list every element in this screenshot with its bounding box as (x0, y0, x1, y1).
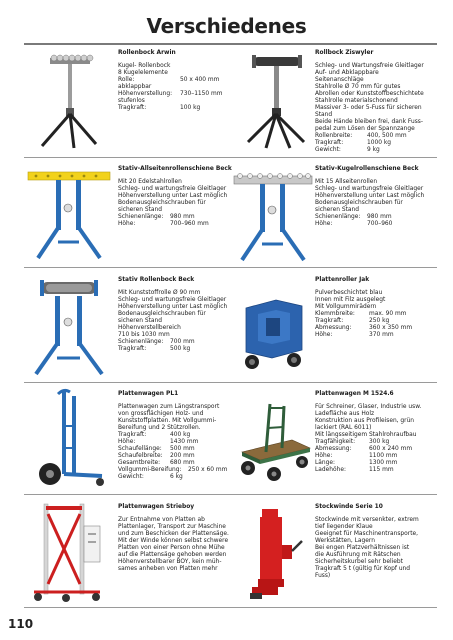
item-line: Schleg- und wartungsfreie Gleitlager (315, 186, 424, 192)
section-divider (24, 382, 437, 383)
item-line: 8 Kugelelemente (118, 70, 168, 76)
item-line: Schleg- und Wartungsfreie Gleitlager (315, 63, 424, 69)
product-image-rollenbock-arwin (28, 52, 108, 152)
page-number: 110 (8, 617, 34, 631)
item-line: Höhenverstellung unter Last möglich (118, 193, 228, 199)
item-spec: Höhe: 700–960 (315, 221, 393, 227)
item-spec: Schienenlänge: 980 mm (118, 214, 195, 220)
item-line: Höhenverstellung unter Last möglich (315, 193, 425, 199)
item-line: Schleg- und wartungsfreie Gleitlager (118, 297, 227, 303)
product-image-stativ-allseitenrollenschiene (26, 162, 112, 262)
item-line: auf die Plattensäge gehoben werden (118, 552, 227, 558)
item-name: Stativ-Allseitenrollenschiene Beck (118, 166, 232, 172)
item-spec: Klemmbreite: max. 90 mm (315, 311, 407, 317)
item-line: sicheren Stand (118, 207, 162, 213)
section-divider (24, 157, 437, 158)
item-spec: stufenlos (118, 98, 145, 104)
item-line: Kunststoffplatten. Mit Vollgummi- (118, 418, 217, 424)
item-spec: Gewicht: 6 kg (118, 474, 183, 480)
item-stativ-allseitenrollenschiene (118, 166, 238, 228)
item-line: Bodenausgleichschrauben für (118, 200, 206, 206)
item-spec: Ladehöhe: 115 mm (315, 467, 394, 473)
item-plattenwagen-m1524 (315, 391, 441, 474)
item-stockwinde-serie-10 (315, 504, 441, 580)
item-line: Mit 20 Edelstahlrollen (118, 179, 182, 185)
item-name: Plattenwagen M 1524.6 (315, 391, 394, 397)
item-line: sicheren Stand (118, 318, 162, 324)
item-line: Werkstätten, Lagern (315, 538, 375, 544)
product-image-plattenwagen-pl1 (28, 386, 110, 490)
item-line: Kugel- Rollenbock (118, 63, 171, 69)
item-line: Innen mit Filz ausgelegt (315, 297, 386, 303)
product-image-stativ-kugelrollenschiene (232, 164, 314, 264)
product-image-rollbock-ziswyler (238, 52, 314, 152)
item-line: Für Schreiner, Glaser, Industrie usw. (315, 404, 422, 410)
item-line: Beide Hände bleiben frei, dank Fuss- (315, 119, 423, 125)
item-line: Ladefläche aus Holz (315, 411, 375, 417)
title-rule (24, 43, 437, 45)
item-spec: Rollenbreite: 400, 500 mm (315, 133, 407, 139)
page-title: Verschiedenes (146, 14, 307, 38)
item-line: Pulverbeschichtet blau (315, 290, 383, 296)
item-line: Bodenausgleichschrauben für (315, 200, 403, 206)
item-line: Höhenverstellbereich (118, 325, 181, 331)
item-plattenwagen-pl1 (118, 391, 238, 481)
item-name: Rollbock Ziswyler (315, 50, 374, 56)
item-spec: Tragkraft: 1000 kg (315, 140, 392, 146)
item-spec: Schaufellänge: 500 mm (118, 446, 195, 452)
item-name: Plattenwagen Strieboy (118, 504, 195, 510)
item-line: Geeignet für Maschinentransporte, (315, 531, 419, 537)
item-spec: Höhe: 1100 mm (315, 453, 398, 459)
item-spec: Länge: 1300 mm (315, 460, 398, 466)
product-image-stockwinde-serie-10 (242, 505, 308, 603)
item-plattenroller-jak (315, 277, 439, 339)
item-stativ-rollenbock-beck (118, 277, 238, 353)
item-spec: Tragfähigkeit: 300 kg (315, 439, 390, 445)
item-line: Stahlrolle materialschonend (315, 98, 398, 104)
item-spec: Schienenlänge: 980 mm (315, 214, 392, 220)
item-rollbock-ziswyler (315, 50, 439, 154)
item-line: Bodenausgleichschrauben für (118, 311, 206, 317)
item-line: die Ausführung mit Rätschen (315, 552, 401, 558)
item-line: Höhenverstellung unter Last möglich (118, 304, 228, 310)
item-line: Auf- und Abklappbare (315, 70, 379, 76)
item-line: Mit 15 Allseitenrollen (315, 179, 378, 185)
item-spec: Gewicht: 9 kg (315, 147, 380, 153)
item-line: Sicherheitskurbel sehr beliebt (315, 559, 403, 565)
section-divider (24, 607, 437, 608)
item-line: Mit der Winde können selbst schwere (118, 538, 229, 544)
item-line: Abrollen oder Kunststoffbeschichtete (315, 91, 424, 97)
item-line: Plattenlager, Transport zur Maschine (118, 524, 226, 530)
item-stativ-kugelrollenschiene (315, 166, 439, 228)
item-line: Tragkraft 5 t (gültig für Kopf und (315, 566, 411, 572)
item-line: Platten von einer Person ohne Mühe (118, 545, 225, 551)
item-line: Seitenanschläge (315, 77, 364, 83)
item-plattenwagen-strieboy (118, 504, 238, 573)
item-spec: Tragkraft: 250 kg (315, 318, 390, 324)
item-line: und zum Beschicken der Plattensäge. (118, 531, 229, 537)
item-line: Konstruktion aus Profileisen, grün (315, 418, 415, 424)
item-line: Höhenverstellbarer BOY, kein müh- (118, 559, 222, 565)
item-line: sames anheben von Platten mehr (118, 566, 218, 572)
item-line: Stahlrolle Ø 70 mm für gutes (315, 84, 401, 90)
item-spec: Abmessung: 600 x 240 mm (315, 446, 413, 452)
section-divider (24, 267, 437, 268)
item-name: Stockwinde Serie 10 (315, 504, 383, 510)
item-spec: Höhe: 1430 mm (118, 439, 199, 445)
item-line: Plattenwagen zum Längstransport (118, 404, 220, 410)
section-divider (24, 494, 437, 495)
item-line: Zur Entnahme von Platten ab (118, 517, 205, 523)
item-spec: Gesamtbreite: 680 mm (118, 460, 195, 466)
product-image-stativ-rollenbock-beck (28, 274, 110, 378)
item-line: sicheren Stand (315, 207, 359, 213)
item-line: Mit längsseitigem Stahlrohraufbau (315, 432, 417, 438)
product-image-plattenwagen-strieboy (26, 500, 112, 604)
item-spec: Schaufelbreite: 200 mm (118, 453, 195, 459)
item-spec: Vollgummi-Bereifung: 250 x 60 mm (118, 467, 228, 473)
item-name: Stativ Rollenbock Beck (118, 277, 195, 283)
item-name: Rollenbock Arwin (118, 50, 176, 56)
item-line: Stockwinde mit versenkter, extrem (315, 517, 419, 523)
item-name: Stativ-Kugelrollenschiene Beck (315, 166, 419, 172)
item-spec: Rolle: 50 x 400 mm (118, 77, 220, 83)
item-line: Mit Vollgummirädern (315, 304, 377, 310)
item-spec: Höhenverstellung: 730–1150 mm (118, 91, 223, 97)
item-name: Plattenwagen PL1 (118, 391, 179, 397)
item-spec: Tragkraft: 100 kg (118, 105, 201, 111)
item-line: 710 bis 1030 mm (118, 332, 170, 338)
item-line: Bei engen Platzverhältnissen ist (315, 545, 410, 551)
item-spec: Höhe: 370 mm (315, 332, 394, 338)
item-spec: Schienenlänge: 700 mm (118, 339, 195, 345)
item-line: Fuss) (315, 573, 331, 579)
item-line: Massiver 3- oder 5-Fuss für sicheren (315, 105, 422, 111)
item-spec: Höhe: 700–960 mm (118, 221, 209, 227)
item-line: pedal zum Lösen der Spannzange (315, 126, 415, 132)
item-spec: abklappbar (118, 84, 152, 90)
item-rollenbock-arwin (118, 50, 228, 112)
product-image-plattenwagen-m1524 (236, 398, 314, 486)
item-spec: Tragkraft: 400 kg (118, 432, 191, 438)
item-spec: Abmessung: 360 x 350 mm (315, 325, 413, 331)
item-line: Schleg- und wartungsfreie Gleitlager (118, 186, 227, 192)
product-image-plattenroller-jak (236, 296, 312, 376)
item-line: Stand (315, 112, 333, 118)
item-name: Plattenroller Jak (315, 277, 370, 283)
item-line: von grossflächigen Holz- und (118, 411, 204, 417)
item-line: tief liegender Klaue (315, 524, 373, 530)
item-line: lackiert (RAL 6011) (315, 425, 372, 431)
item-spec: Tragkraft: 500 kg (118, 346, 191, 352)
item-line: Mit Kunststoffrolle Ø 90 mm (118, 290, 201, 296)
item-line: Bereifung und 2 Stützrollen. (118, 425, 201, 431)
